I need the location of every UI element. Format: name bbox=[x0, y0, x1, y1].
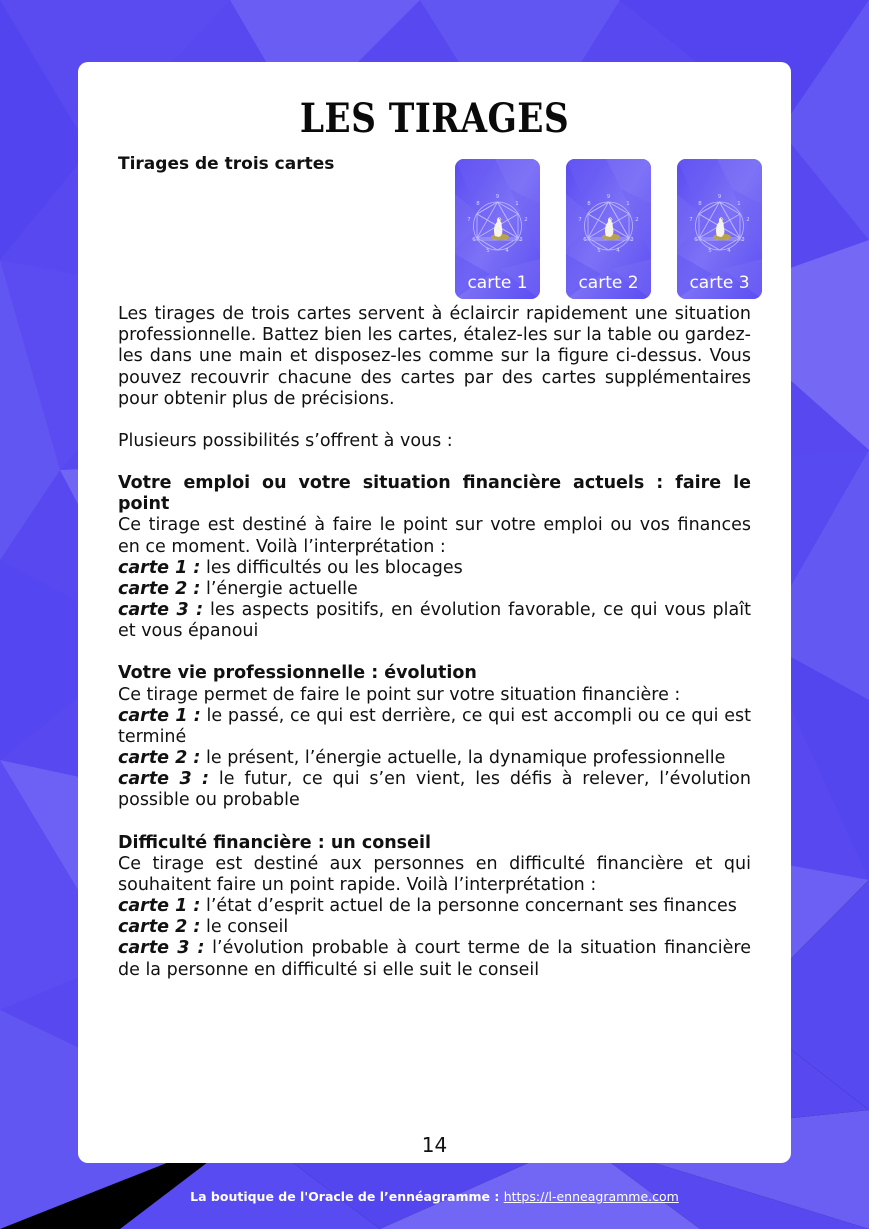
svg-text:2: 2 bbox=[746, 217, 750, 223]
section-title: Votre vie professionnelle : évolution bbox=[118, 663, 477, 684]
document-content bbox=[118, 154, 751, 981]
svg-text:3: 3 bbox=[741, 237, 745, 243]
footer-label: La boutique de l'Oracle de l’ennéagramme : bbox=[190, 1188, 500, 1204]
svg-text:1: 1 bbox=[515, 201, 519, 207]
svg-text:3: 3 bbox=[519, 237, 523, 243]
footer-text bbox=[190, 1189, 679, 1204]
page-title: LES TIRAGES bbox=[299, 95, 570, 142]
footer-url-link[interactable]: https://l-enneagramme.com bbox=[503, 1188, 679, 1204]
section-title: Votre emploi ou votre situation financière actuels : faire le point bbox=[118, 473, 751, 515]
tarot-card[interactable] bbox=[455, 159, 540, 299]
card-key: carte 2 : bbox=[118, 748, 201, 769]
card-meaning-text: le passé, ce qui est derrière, ce qui est accompli ou ce qui est terminé bbox=[118, 705, 751, 747]
card-meaning-row bbox=[118, 917, 751, 938]
spacer bbox=[118, 642, 751, 663]
lead-in-paragraph: Plusieurs possibilités s’offrent à vous : bbox=[118, 430, 453, 451]
svg-text:8: 8 bbox=[476, 201, 480, 207]
svg-text:5: 5 bbox=[486, 248, 490, 254]
card-meaning-text: l’état d’esprit actuel de la personne concernant ses finances bbox=[206, 896, 737, 917]
svg-text:5: 5 bbox=[708, 248, 712, 254]
footer-bar bbox=[0, 1163, 869, 1229]
svg-text:6: 6 bbox=[472, 237, 476, 243]
card-key: carte 1 : bbox=[118, 557, 201, 578]
card-key: carte 2 : bbox=[118, 917, 201, 938]
svg-text:6: 6 bbox=[583, 237, 587, 243]
card-key: carte 3 : bbox=[118, 600, 204, 621]
card-meaning-row bbox=[118, 748, 751, 769]
svg-text:2: 2 bbox=[635, 217, 639, 223]
card-meaning-row bbox=[118, 579, 751, 600]
section-description: Ce tirage est destiné à faire le point sur votre emploi ou vos finances en ce moment. Voilà l’interprétation : bbox=[118, 515, 751, 557]
card-key: carte 1 : bbox=[118, 896, 201, 917]
svg-text:2: 2 bbox=[524, 217, 528, 223]
svg-text:7: 7 bbox=[578, 217, 582, 223]
svg-text:3: 3 bbox=[630, 237, 634, 243]
spacer bbox=[118, 452, 751, 473]
card-label: carte 1 bbox=[467, 273, 528, 293]
spacer bbox=[118, 812, 751, 833]
card-meaning-text: le conseil bbox=[206, 917, 289, 938]
svg-text:4: 4 bbox=[505, 248, 509, 254]
tarot-card[interactable] bbox=[566, 159, 651, 299]
card-meaning-row bbox=[118, 769, 751, 811]
svg-text:6: 6 bbox=[694, 237, 698, 243]
card-key: carte 3 : bbox=[118, 938, 205, 959]
svg-text:9: 9 bbox=[717, 194, 722, 200]
card-key: carte 1 : bbox=[118, 705, 201, 726]
card-key: carte 3 : bbox=[118, 769, 210, 790]
card-meaning-text: les aspects positifs, en évolution favorable, ce qui vous plaît et vous épanoui bbox=[118, 600, 751, 642]
card-meaning-text: les difficultés ou les blocages bbox=[206, 557, 463, 578]
svg-text:1: 1 bbox=[626, 201, 630, 207]
card-meaning-row bbox=[118, 896, 751, 917]
section-title: Difficulté financière : un conseil bbox=[118, 832, 431, 853]
section-description: Ce tirage est destiné aux personnes en difficulté financière et qui souhaitent faire un point rapide. Voilà l’interprétation : bbox=[118, 853, 751, 895]
svg-text:9: 9 bbox=[495, 194, 500, 200]
svg-text:4: 4 bbox=[616, 248, 620, 254]
spacer bbox=[118, 410, 751, 431]
intro-paragraph: Les tirages de trois cartes servent à éclaircir rapidement une situation professionnelle. Battez bien les cartes, étalez-les sur la table ou gardez-les dans une main et disposez-les comme sur la figure ci-dessus. Vous pouvez recouvrir chacune des cartes par des cartes supplémentaires pour obtenir plus de précisions. bbox=[118, 304, 751, 409]
svg-text:1: 1 bbox=[737, 201, 741, 207]
card-key: carte 2 : bbox=[118, 578, 201, 599]
svg-text:5: 5 bbox=[597, 248, 601, 254]
card-meaning-text: le présent, l’énergie actuelle, la dynamique professionnelle bbox=[206, 748, 726, 769]
card-meaning-row bbox=[118, 558, 751, 579]
page-number: 14 bbox=[421, 1133, 448, 1157]
card-label: carte 3 bbox=[689, 273, 750, 293]
card-meaning-text: le futur, ce qui s’en vient, les défis à relever, l’évolution possible ou probable bbox=[118, 769, 751, 811]
card-meaning-text: l’évolution probable à court terme de la situation financière de la personne en difficulté si elle suit le conseil bbox=[118, 938, 751, 980]
section-description: Ce tirage permet de faire le point sur votre situation financière : bbox=[118, 684, 681, 705]
svg-text:9: 9 bbox=[606, 194, 611, 200]
document-page bbox=[78, 62, 791, 1163]
tarot-cards-row bbox=[455, 159, 762, 299]
card-meaning-row bbox=[118, 706, 751, 748]
card-label: carte 2 bbox=[578, 273, 639, 293]
svg-text:8: 8 bbox=[698, 201, 702, 207]
card-meaning-text: l’énergie actuelle bbox=[206, 578, 358, 599]
svg-text:7: 7 bbox=[467, 217, 471, 223]
card-meaning-row bbox=[118, 600, 751, 642]
tarot-card[interactable] bbox=[677, 159, 762, 299]
svg-text:4: 4 bbox=[727, 248, 731, 254]
card-meaning-row bbox=[118, 938, 751, 980]
svg-text:8: 8 bbox=[587, 201, 591, 207]
section-subheading: Tirages de trois cartes bbox=[118, 154, 335, 174]
svg-text:7: 7 bbox=[689, 217, 693, 223]
